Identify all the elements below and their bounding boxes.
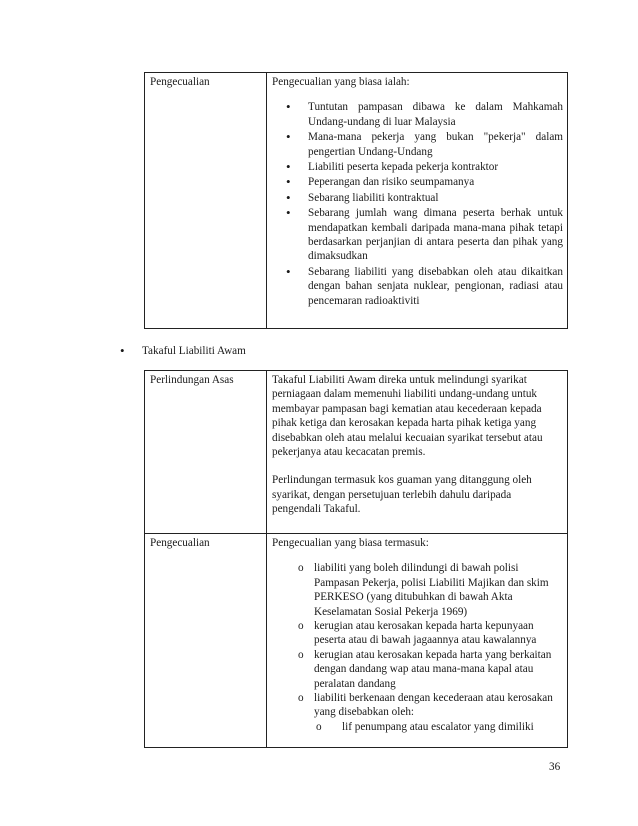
list-item: o kerugian atau kerosakan kepada harta kepunyaan peserta atau di bawah jagaannya atau kawalannya <box>272 619 563 648</box>
list-item: • Tuntutan pampasan dibawa ke dalam Mahkamah Undang-undang di luar Malaysia <box>272 100 563 129</box>
table-label-cell <box>145 371 267 534</box>
list-item: o liabiliti yang boleh dilindungi di bawah polisi Pampasan Pekerja, polisi Liabiliti Majikan dan skim PERKESO (yang ditubuhkan di bawah Akta Keselamatan Sosial Pekerja 1969) <box>272 561 563 619</box>
page-number: 36 <box>549 761 561 773</box>
list-item: • Liabiliti peserta kepada pekerja kontraktor <box>272 160 563 174</box>
table-label-cell <box>145 73 267 329</box>
coverage-paragraph-2: Perlindungan termasuk kos guaman yang ditanggung oleh syarikat, dengan persetujuan terlebih dahulu daripada pengendali Takaful. <box>272 474 532 516</box>
table-label-cell <box>145 534 267 748</box>
list-item: • Sebarang liabiliti yang disebabkan oleh atau dikaitkan dengan bahan senjata nuklear, pengionan, radiasi atau pencemaran radioaktiviti <box>272 265 563 308</box>
bullet-icon: • <box>120 343 125 358</box>
table-content-cell <box>267 73 568 329</box>
exclusions-list <box>272 561 563 734</box>
sub-list-item: o lif penumpang atau escalator yang dimiliki <box>314 720 563 734</box>
table-content-cell <box>267 371 568 534</box>
list-item: • Mana-mana pekerja yang bukan "pekerja" dalam pengertian Undang-Undang <box>272 130 563 159</box>
list-item: • Sebarang liabiliti kontraktual <box>272 191 563 205</box>
exclusions-intro: Pengecualian yang biasa ialah: <box>272 76 410 88</box>
exclusions-intro: Pengecualian yang biasa termasuk: <box>272 537 429 549</box>
coverage-paragraph: Takaful Liabiliti Awam direka untuk melindungi syarikat perniagaan dalam memenuhi liabiliti undang-undang untuk membayar pampasan bagi kematian atau kecederaan kepada pihak ketiga dan kerosakan kepada harta pihak ketiga yang disebabkan oleh atau melalui kecuaian syarikat tersebut atau pekerjanya atau kecacatan premis. <box>272 374 543 459</box>
exclusions-list <box>272 100 563 308</box>
sub-list <box>314 720 563 734</box>
list-item: • Sebarang jumlah wang dimana peserta berhak untuk mendapatkan kembali daripada mana-mana pihak tetapi berdasarkan perjanjian di antara peserta dan pihak yang dimaksudkan <box>272 206 563 264</box>
public-liability-table <box>144 370 568 748</box>
table-content-cell <box>267 534 568 748</box>
label-perlindungan-asas: Perlindungan Asas <box>150 374 234 386</box>
list-item <box>272 691 563 734</box>
section-title: Takaful Liabiliti Awam <box>142 345 246 357</box>
label-pengecualian: Pengecualian <box>150 76 210 88</box>
list-item-text: liabiliti berkenaan dengan kecederaan atau kerosakan yang disebabkan oleh: <box>314 692 553 719</box>
list-item: • Peperangan dan risiko seumpamanya <box>272 175 563 189</box>
label-pengecualian: Pengecualian <box>150 537 210 549</box>
list-item: o kerugian atau kerosakan kepada harta yang berkaitan dengan dandang wap atau mana-mana kapal atau peralatan dandang <box>272 648 563 691</box>
exclusions-table <box>144 72 568 329</box>
